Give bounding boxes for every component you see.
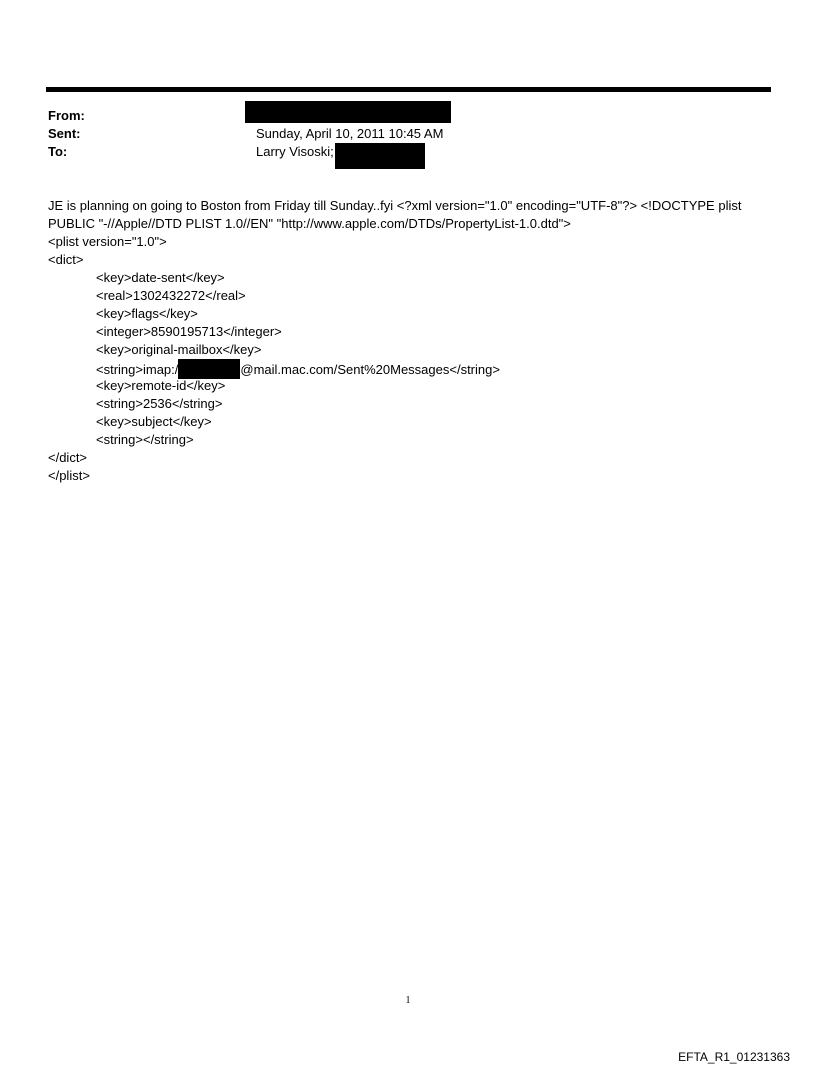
plist-imap-line [96,359,500,379]
message-body-intro: JE is planning on going to Boston from Friday till Sunday..fyi <?xml version="1.0" encoding="UTF-8"?> <!DOCTYPE plist PUBLIC "-//Apple//DTD PLIST 1.0//EN" "http://www.apple.com/DTDs/PropertyList-1.0.dtd"> [48,198,742,231]
page-number: 1 [405,995,411,1006]
plist-line: <key>subject</key> [96,414,212,429]
header-rule [46,87,771,92]
plist-line: <real>1302432272</real> [96,288,246,303]
plist-line: <string></string> [96,432,194,447]
plist-line: <key>original-mailbox</key> [96,342,262,357]
to-redaction [335,143,425,169]
sent-value: Sunday, April 10, 2011 10:45 AM [256,126,444,141]
plist-open-line: <plist version="1.0"> [48,234,167,249]
dict-open-line: <dict> [48,252,84,267]
plist-line: <key>date-sent</key> [96,270,225,285]
plist-line: <key>flags</key> [96,306,198,321]
plist-line: <integer>8590195713</integer> [96,324,282,339]
plist-line: <key>remote-id</key> [96,378,226,393]
sent-label: Sent: [48,126,81,141]
imap-prefix: <string>imap:/ [96,362,179,377]
bates-number: EFTA_R1_01231363 [678,1050,790,1064]
plist-close-line: </plist> [48,468,90,483]
to-label: To: [48,144,68,159]
from-label: From: [48,108,85,123]
dict-close-line: </dict> [48,450,88,465]
imap-suffix: @mail.mac.com/Sent%20Messages</string> [240,362,500,377]
to-value: Larry Visoski; [256,144,334,159]
imap-redaction [178,359,240,379]
from-redaction [245,101,451,123]
plist-line: <string>2536</string> [96,396,223,411]
